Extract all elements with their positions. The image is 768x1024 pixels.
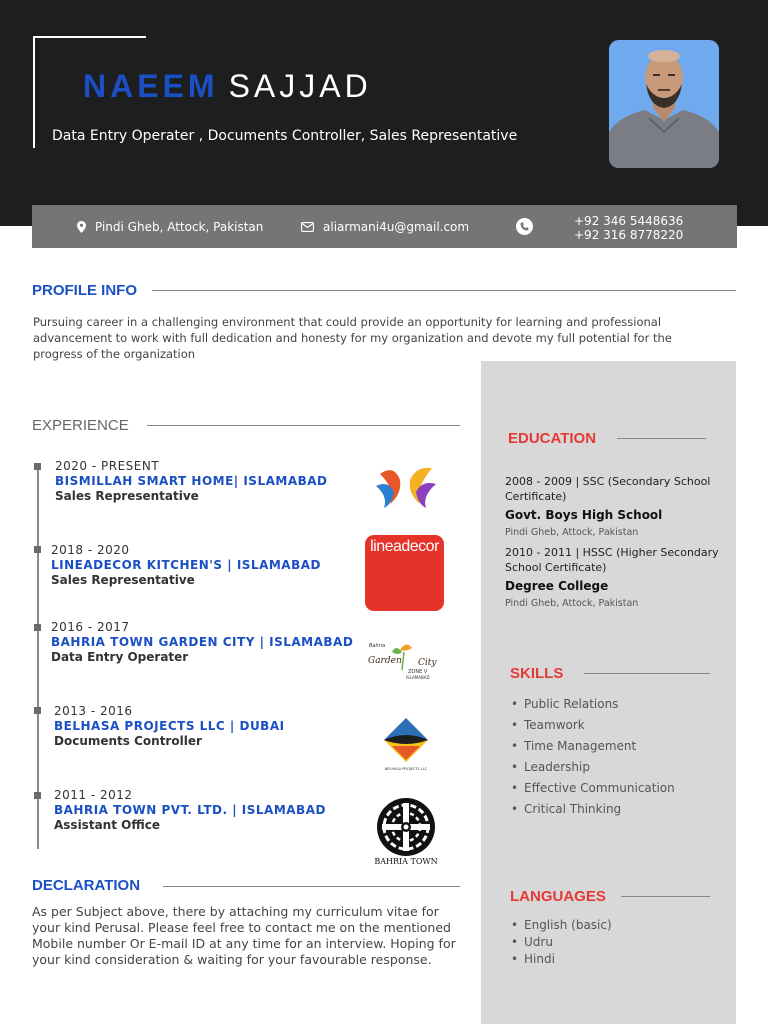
skill-item: • Effective Communication <box>509 781 675 795</box>
experience-heading: EXPERIENCE <box>32 417 129 434</box>
timeline-marker <box>34 546 41 553</box>
skills-divider <box>584 673 710 674</box>
experience-years: 2011 - 2012 <box>54 788 133 802</box>
experience-years: 2016 - 2017 <box>51 620 130 634</box>
profile-divider <box>152 290 736 291</box>
education-location: Pindi Gheb, Attock, Pakistan <box>505 527 639 538</box>
job-titles: Data Entry Operater , Documents Controller, Sales Representative <box>52 128 518 144</box>
language-item: • English (basic) <box>509 918 612 932</box>
education-item <box>505 474 720 538</box>
profile-heading: PROFILE INFO <box>32 282 137 299</box>
education-period: 2008 - 2009 | SSC (Secondary School Certificate) <box>505 475 711 503</box>
profile-text: Pursuing career in a challenging environment that could provide an opportunity for learning and professional advancement to work with full dedication and honesty for my organization and devote my full potential for the progress of the organization <box>33 315 672 361</box>
contact-location <box>77 205 263 248</box>
skill-item: • Time Management <box>509 739 675 753</box>
garden-city-main: Garden <box>368 656 402 666</box>
language-item: • Hindi <box>509 952 612 966</box>
experience-years: 2013 - 2016 <box>54 704 133 718</box>
education-school: Degree College <box>505 579 609 593</box>
languages-divider <box>621 896 710 897</box>
declaration-heading: DECLARATION <box>32 877 141 894</box>
experience-years: 2018 - 2020 <box>51 543 130 557</box>
bahria-town-logo-text: BAHRIA TOWN <box>374 857 438 866</box>
education-item <box>505 545 720 609</box>
mail-icon <box>301 222 314 232</box>
experience-role: Documents Controller <box>54 734 202 748</box>
experience-item <box>54 788 326 832</box>
experience-item <box>54 704 285 748</box>
timeline-marker <box>34 463 41 470</box>
experience-role: Sales Representative <box>51 573 195 587</box>
skills-list <box>509 697 675 823</box>
experience-company: BAHRIA TOWN GARDEN CITY | ISLAMABAD <box>51 635 354 649</box>
experience-role: Sales Representative <box>55 489 199 503</box>
experience-role: Assistant Office <box>54 818 160 832</box>
skill-item: • Public Relations <box>509 697 675 711</box>
belhasa-logo <box>378 716 434 774</box>
languages-heading: LANGUAGES <box>510 888 606 905</box>
experience-years: 2020 - PRESENT <box>55 459 160 473</box>
language-item: • Udru <box>509 935 612 949</box>
skill-item: • Leadership <box>509 760 675 774</box>
decorative-frame-left <box>33 36 35 148</box>
phone-icon <box>516 218 533 235</box>
contact-bar <box>32 205 737 248</box>
experience-item <box>51 620 353 664</box>
timeline-marker <box>34 624 41 631</box>
contact-phone <box>516 205 542 248</box>
education-period: 2010 - 2011 | HSSC (Higher Secondary School Certificate) <box>505 546 719 574</box>
experience-role: Data Entry Operater <box>51 650 189 664</box>
phone-number-1[interactable]: +92 346 5448636 <box>574 214 684 228</box>
location-text: Pindi Gheb, Attock, Pakistan <box>95 219 264 234</box>
last-name: SAJJAD <box>228 68 372 104</box>
experience-company: LINEADECOR KITCHEN'S | ISLAMABAD <box>51 558 321 572</box>
declaration-text: As per Subject above, there by attaching my curriculum vitae for your kind Perusal. Please feel free to contact me on the mentioned Mobile number Or E-mail ID at any time for an interview. Hoping for your kind consideration & waiting for your favourable response. <box>32 904 456 967</box>
garden-city-top: Bahria <box>369 643 386 649</box>
garden-city-city: City <box>418 658 437 668</box>
lineadecor-logo <box>365 535 444 611</box>
education-location: Pindi Gheb, Attock, Pakistan <box>505 598 639 609</box>
declaration-divider <box>163 886 460 887</box>
skill-item: • Teamwork <box>509 718 675 732</box>
phone-numbers <box>574 214 683 242</box>
contact-email[interactable] <box>301 205 469 248</box>
education-school: Govt. Boys High School <box>505 508 663 522</box>
lineadecor-logo-text: lineadecor <box>370 538 439 555</box>
experience-company: BELHASA PROJECTS LLC | DUBAI <box>54 719 285 733</box>
location-pin-icon <box>77 221 86 233</box>
garden-city-zone: ZONE V <box>408 669 428 675</box>
bismillah-logo <box>376 464 436 514</box>
garden-city-sub: ISLAMABAD <box>406 675 430 680</box>
experience-item <box>55 459 328 503</box>
garden-city-logo <box>366 640 440 682</box>
belhasa-logo-text: BELHASA PROJECTS LLC <box>384 767 428 771</box>
first-name: NAEEM <box>83 68 219 104</box>
candidate-name <box>83 68 372 105</box>
bahria-town-logo <box>372 797 440 867</box>
experience-divider <box>147 425 460 426</box>
email-text[interactable]: aliarmani4u@gmail.com <box>323 219 470 234</box>
decorative-frame-top <box>33 36 146 38</box>
header <box>0 0 768 226</box>
phone-number-2[interactable]: +92 316 8778220 <box>574 228 684 242</box>
languages-list <box>509 918 612 969</box>
education-divider <box>617 438 706 439</box>
education-heading: EDUCATION <box>508 430 597 447</box>
timeline-marker <box>34 707 41 714</box>
skill-item: • Critical Thinking <box>509 802 675 816</box>
experience-company: BAHRIA TOWN PVT. LTD. | ISLAMABAD <box>54 803 326 817</box>
profile-photo <box>609 40 719 168</box>
experience-company: BISMILLAH SMART HOME| ISLAMABAD <box>55 474 328 488</box>
experience-item <box>51 543 321 587</box>
timeline-marker <box>34 792 41 799</box>
skills-heading: SKILLS <box>510 665 564 682</box>
